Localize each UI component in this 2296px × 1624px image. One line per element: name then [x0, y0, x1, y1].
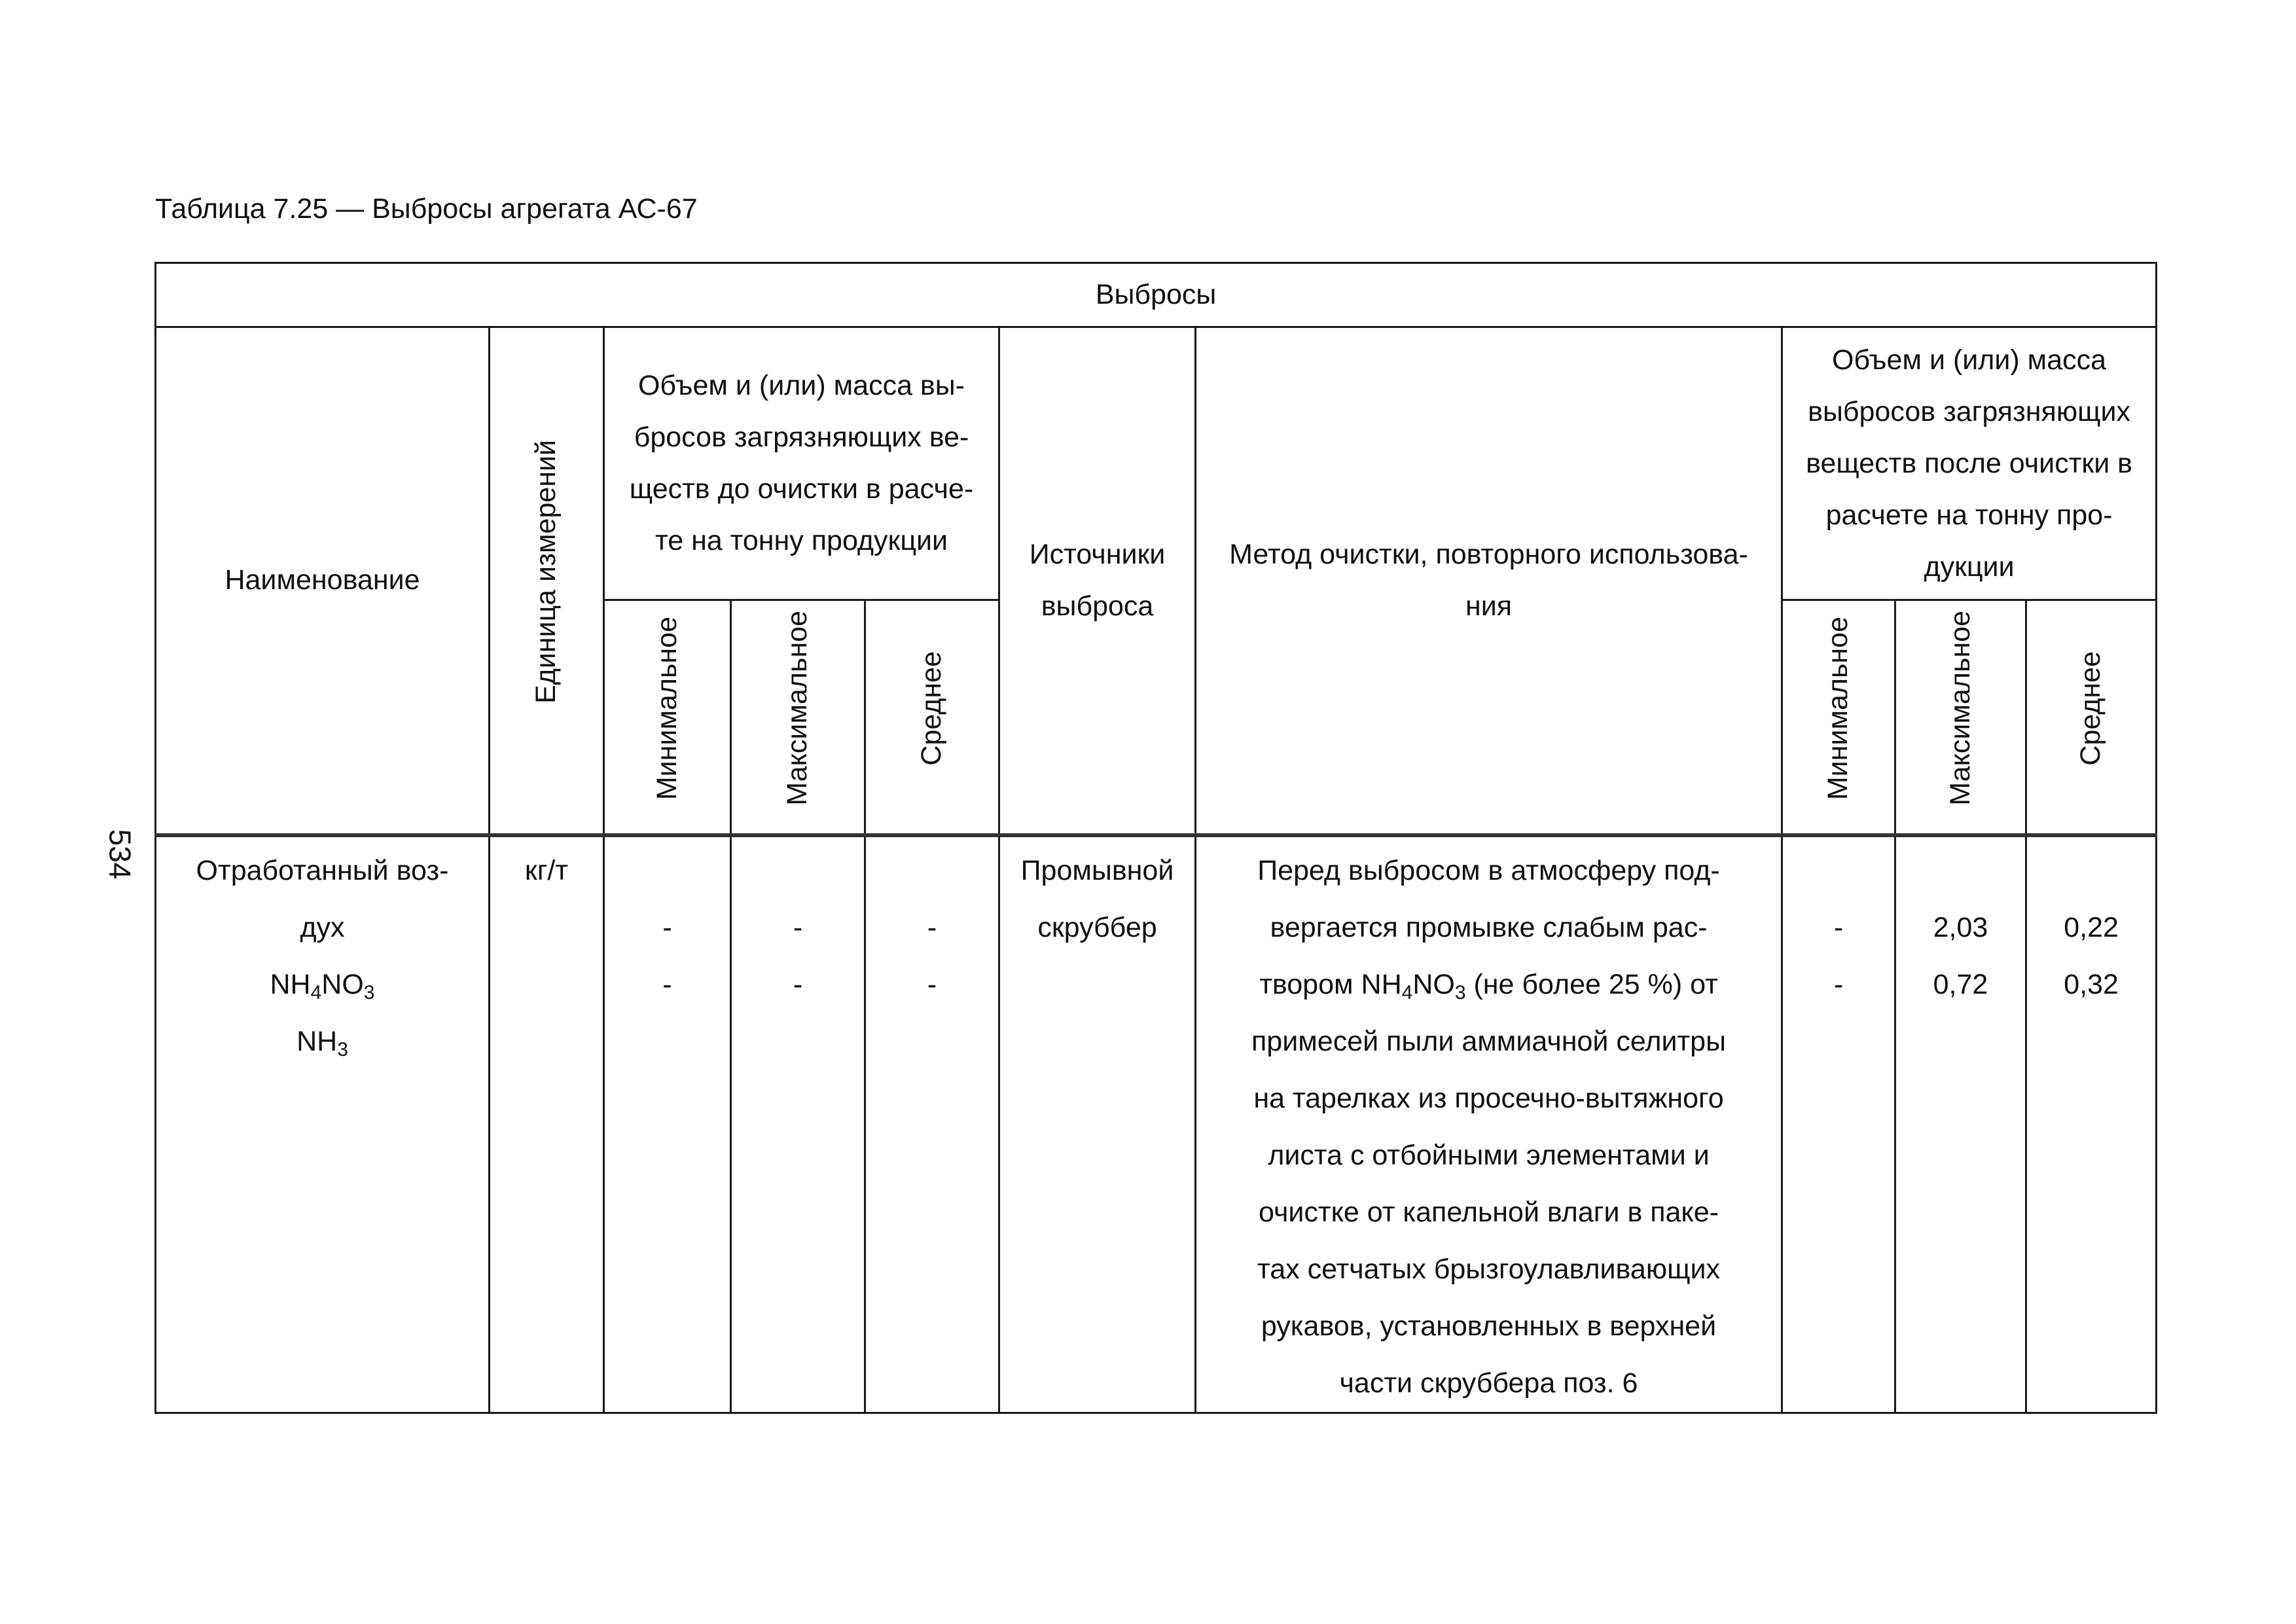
header-after-min-text: Минимальное — [1822, 617, 1854, 801]
value: - — [793, 968, 803, 1000]
header-row-group — [156, 263, 2157, 327]
cell-after-avg — [2026, 835, 2157, 1413]
value: - — [662, 968, 672, 1000]
method-line: на тарелках из просечно-вытяжного — [1253, 1082, 1724, 1114]
method-line: Перед выбросом в атмосферу под- — [1257, 854, 1720, 886]
value: - — [1833, 911, 1844, 943]
page-number-text: 534 — [103, 829, 137, 880]
header-emissions: Выбросы — [156, 263, 2157, 327]
cell-before-avg — [865, 835, 999, 1413]
cell-source — [999, 835, 1196, 1413]
value: 0,72 — [1933, 968, 1988, 1000]
cell-method — [1196, 835, 1782, 1413]
header-row-main — [156, 327, 2157, 600]
header-unit — [490, 327, 604, 835]
cell-unit: кг/т — [490, 835, 604, 1413]
header-before-line: Объем и (или) масса вы- — [637, 370, 965, 401]
value: 0,32 — [2064, 968, 2119, 1000]
header-after-avg — [2026, 600, 2157, 835]
method-line: части скруббера поз. 6 — [1339, 1367, 1638, 1399]
method-line: вергается промывке слабым рас- — [1270, 911, 1708, 943]
name-line: Отработанный воз- — [196, 854, 449, 886]
header-after-line: веществ после очистки в — [1806, 447, 2133, 479]
header-sources-line: Источники — [1029, 538, 1166, 570]
header-before-avg-text: Среднее — [916, 651, 948, 766]
header-after-min — [1782, 600, 1895, 835]
substance-nh4no3: $NH_4NO_3$ — [270, 968, 375, 1003]
value: - — [662, 911, 672, 943]
value: - — [1833, 968, 1844, 1000]
source-line: скруббер — [1037, 911, 1157, 943]
header-before-line: бросов загрязняющих ве- — [634, 422, 969, 453]
method-line: листа с отбойными элементами и — [1268, 1139, 1710, 1171]
header-after-line: выбросов загрязняющих — [1808, 395, 2130, 427]
header-method-line: ния — [1465, 590, 1513, 622]
header-sources-line: выброса — [1041, 590, 1154, 622]
header-after-cleaning — [1782, 327, 2157, 600]
header-before-max — [731, 600, 865, 835]
header-before-min — [604, 600, 731, 835]
value: 2,03 — [1933, 911, 1988, 943]
method-line: рукавов, установленных в верхней — [1261, 1310, 1717, 1342]
table-row — [156, 835, 2157, 1413]
header-unit-text: Единица измерений — [530, 440, 562, 704]
header-after-max-text: Максимальное — [1944, 611, 1976, 806]
emissions-table — [154, 262, 2157, 1414]
value: - — [793, 911, 803, 943]
method-line: твором $NH_4NO_3$ (не более 25 %) от — [1259, 968, 1718, 1003]
header-after-avg-text: Среднее — [2075, 651, 2107, 766]
method-line: тах сетчатых брызгоулавливающих — [1257, 1253, 1720, 1285]
cell-name — [156, 835, 490, 1413]
header-after-line: дукции — [1924, 550, 2015, 583]
table-caption: Таблица 7.25 — Выбросы агрегата АС-67 — [155, 193, 698, 225]
name-line: дух — [300, 911, 345, 943]
header-after-line: Объем и (или) масса — [1832, 344, 2107, 376]
header-after-line: расчете на тонну про- — [1825, 499, 2113, 531]
header-before-avg — [865, 600, 999, 835]
header-after-max — [1895, 600, 2026, 835]
header-sources — [999, 327, 1196, 835]
header-name: Наименование — [156, 327, 490, 835]
value: 0,22 — [2064, 911, 2119, 943]
value: - — [927, 968, 937, 1000]
cell-after-max — [1895, 835, 2026, 1413]
cell-before-max — [731, 835, 865, 1413]
method-line: очистке от капельной влаги в паке- — [1259, 1196, 1719, 1228]
substance-nh3: $NH_3$ — [296, 1025, 348, 1060]
header-method-line: Метод очистки, повторного использова- — [1229, 538, 1748, 570]
source-line: Промывной — [1020, 854, 1174, 886]
cell-before-min — [604, 835, 731, 1413]
header-before-line: те на тонну продукции — [655, 525, 948, 556]
header-before-min-text: Минимальное — [651, 617, 683, 801]
header-before-cleaning — [604, 327, 999, 600]
method-line: примесей пыли аммиачной селитры — [1251, 1025, 1726, 1057]
cell-after-min — [1782, 835, 1895, 1413]
header-before-max-text: Максимальное — [781, 611, 814, 806]
value: - — [927, 911, 937, 943]
header-method — [1196, 327, 1782, 835]
page-number — [97, 825, 143, 884]
header-before-line: ществ до очистки в расче- — [629, 473, 974, 505]
